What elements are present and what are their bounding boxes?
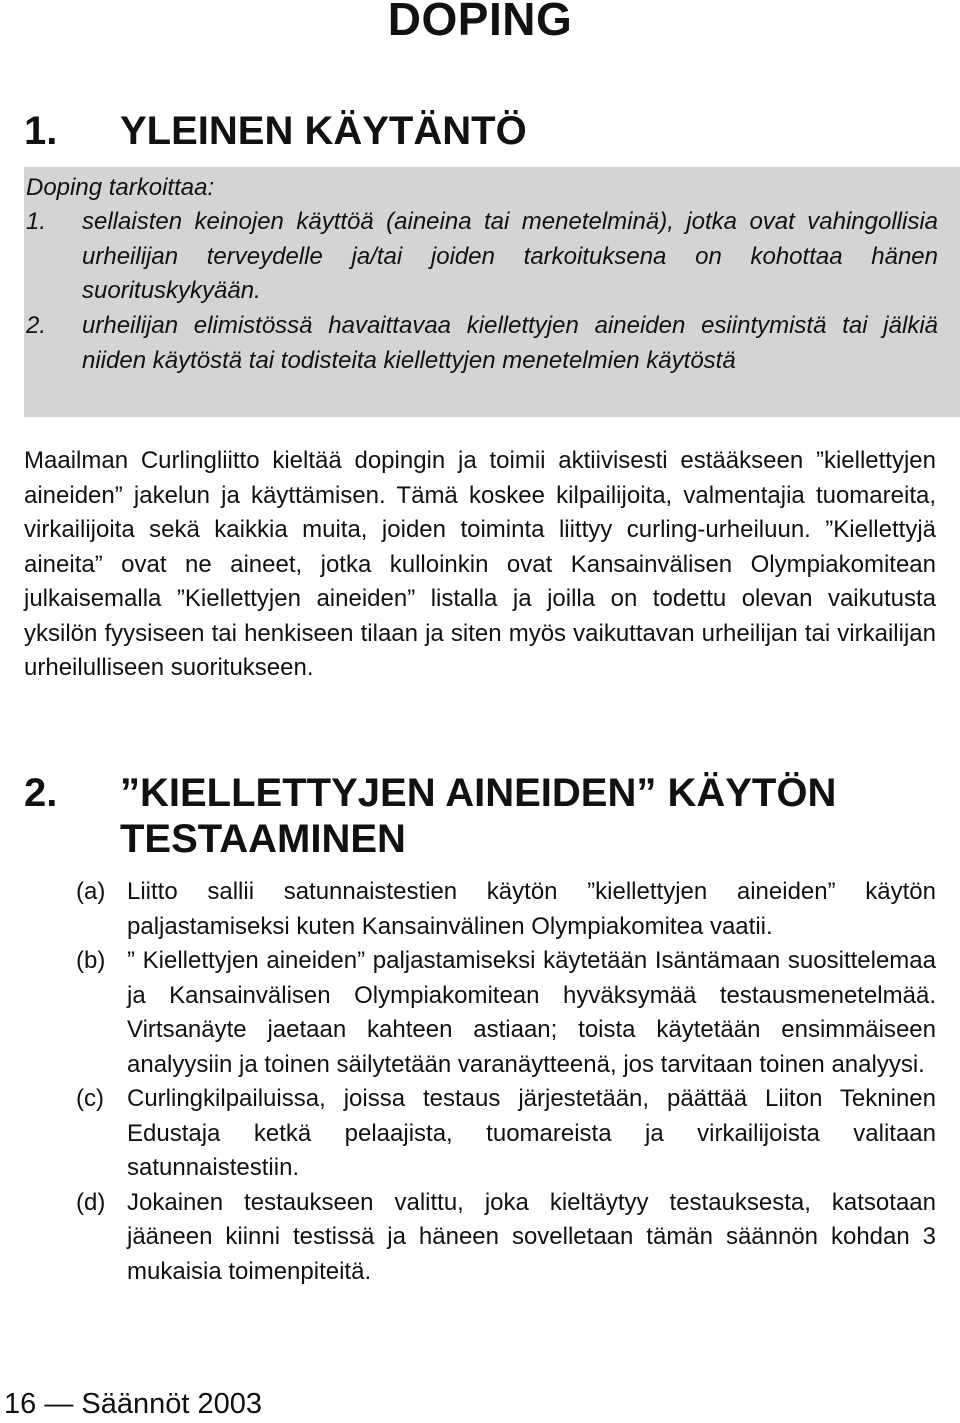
definition-item-marker: 2. (26, 312, 47, 339)
definition-intro: Doping tarkoittaa: (26, 174, 215, 201)
section-1-heading (24, 108, 527, 154)
definition-item (26, 205, 938, 309)
definition-item-marker: 1. (26, 208, 47, 235)
list-item-text: Curlingkilpailuissa, joissa testaus järjestetään, päättää Liiton Tekninen Edustaja ketkä pelaajista, tuomareista ja virkailijoista valitaan satunnaistestiin. (127, 1085, 936, 1181)
page-title: DOPING (387, 0, 573, 45)
list-item-marker: (a) (76, 878, 106, 905)
list-item-marker: (c) (76, 1085, 104, 1112)
definition-item-text: urheilijan elimistössä havaittavaa kiellettyjen aineiden esiintymistä tai jälkiä niiden käytöstä tai todisteita kiellettyjen menetelmien käytöstä (82, 312, 938, 374)
section-2-list (24, 875, 936, 1289)
list-item (24, 875, 936, 944)
definition-item (26, 309, 938, 378)
section-2-number: 2. (24, 771, 58, 815)
list-item (24, 1186, 936, 1290)
list-item (24, 1082, 936, 1186)
list-item-text: Liitto sallii satunnaistestien käytön ”kiellettyjen aineiden” käytön paljastamiseksi kuten Kansainvälinen Olympiakomitea vaatii. (127, 878, 936, 940)
list-item-text: ” Kiellettyjen aineiden” paljastamiseksi käytetään Isäntämaan suosittelemaa ja Kansainvälisen Olympiakomitean hyväksymää testausmenetelmää. Virtsanäyte jaetaan kahteen astiaan; toista käytetään ensimmäiseen analyysiin ja toinen säilytetään varanäytteenä, jos tarvitaan toinen analyysi. (127, 947, 936, 1078)
list-item-marker: (d) (76, 1188, 106, 1216)
section-1-paragraph: Maailman Curlingliitto kieltää dopingin ja toimii aktiivisesti estääkseen ”kiellettyjen aineiden” jakelun ja käyttämisen. Tämä koskee kilpailijoita, valmentajia tuomareita, virkailijoita sekä kaikkia muita, joiden toiminta liittyy curling-urheiluun. ”Kiellettyjä aineita” ovat ne aineet, jotka kulloinkin ovat Kansainvälisen Olympiakomitean julkaisemalla ”Kiellettyjen aineiden” listalla ja joilla on todettu olevan vaikutusta yksilön fyysiseen tai henkiseen tilaan ja siten myös vaikuttavan urheilijan tai virkailijan urheilulliseen suoritukseen. (24, 447, 936, 681)
definition-box (24, 167, 960, 417)
list-item-marker: (b) (76, 947, 106, 974)
section-1-title: YLEINEN KÄYTÄNTÖ (120, 109, 527, 153)
section-1-number: 1. (24, 109, 58, 153)
list-item-text: Jokainen testaukseen valittu, joka kieltäytyy testauksesta, katsotaan jääneen kiinni testissä ja häneen sovelletaan tämän säännön kohdan 3 mukaisia toimenpiteitä. (127, 1188, 936, 1285)
definition-item-text: sellaisten keinojen käyttöä (aineina tai menetelminä), jotka ovat vahingollisia urheilijan terveydelle ja/tai joiden tarkoituksena on kohottaa hänen suorituskykyään. (82, 208, 938, 304)
list-item (24, 944, 936, 1082)
section-2-title: ”KIELLETTYJEN AINEIDEN” KÄYTÖN TESTAAMINEN (120, 771, 837, 861)
section-2-heading (24, 770, 920, 862)
page-footer: 16 — Säännöt 2003 (4, 1388, 262, 1420)
